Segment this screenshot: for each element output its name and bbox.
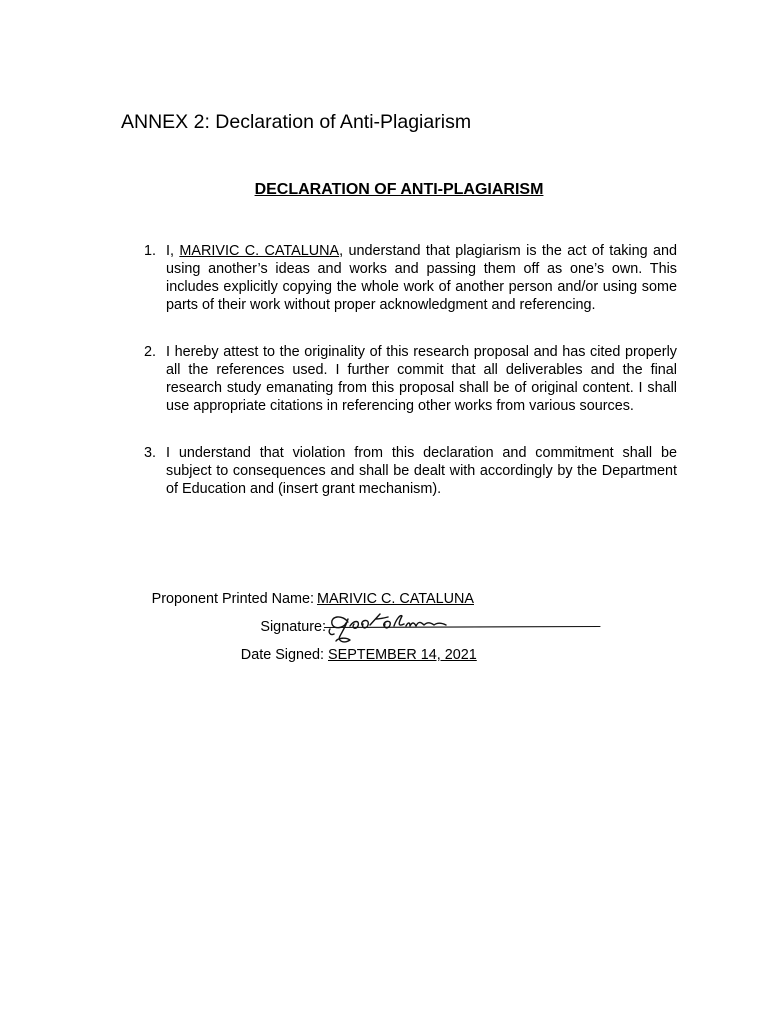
item-text (166, 242, 677, 314)
date-signed-label: Date Signed: (240, 647, 324, 663)
item-text-prefix: I, (166, 243, 180, 259)
annex-title: ANNEX 2: Declaration of Anti-Plagiarism (121, 111, 472, 133)
item-text-suffix: , understand that plagiarism is the act of taking and using another’s ideas and works and passing them off as one’s own. This includes explicitly copying the whole work of another person and/or using some parts of their work without proper acknowledgment and referencing. (166, 243, 677, 313)
document-heading-text: DECLARATION OF ANTI-PLAGIARISM (254, 181, 544, 198)
item-text: I understand that violation from this declaration and commitment shall be subject to consequences and shall be dealt with accordingly by the Department of Education and (insert grant mechanism). (166, 445, 677, 497)
document-heading (0, 181, 768, 199)
signature-cursive-stroke (350, 614, 446, 628)
handwritten-signature (324, 610, 604, 648)
item-number: 2. (144, 344, 157, 360)
item-number: 1. (144, 243, 157, 259)
declaration-item-1 (144, 242, 677, 314)
item-number: 3. (144, 445, 157, 461)
declaration-item-3 (144, 444, 677, 498)
declarant-name: MARIVIC C. CATALUNA (179, 243, 340, 259)
date-signed-value: SEPTEMBER 14, 2021 (328, 647, 477, 663)
signature-label: Signature: (260, 619, 326, 635)
printed-name-label: Proponent Printed Name: (151, 591, 314, 607)
item-text: I hereby attest to the originality of this research proposal and has cited properly all the references used. I further commit that all deliverables and the final research study emanating from this proposal shall be of original content. I shall use appropriate citations in referencing other works from various sources. (166, 344, 677, 414)
declaration-list (144, 242, 677, 498)
declaration-item-2 (144, 343, 677, 415)
signature-initial-stroke (329, 617, 350, 642)
printed-name-value: MARIVIC C. CATALUNA (317, 591, 474, 607)
